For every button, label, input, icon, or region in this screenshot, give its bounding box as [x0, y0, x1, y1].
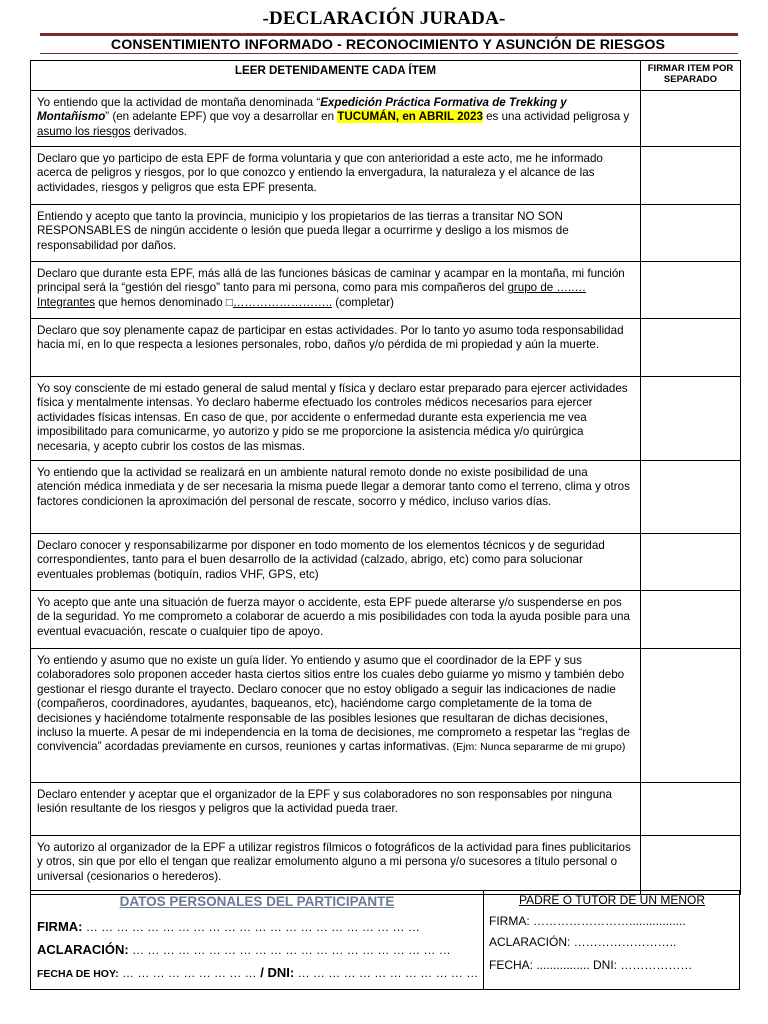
- aclaracion-line[interactable]: [37, 942, 451, 957]
- declaration-text: [31, 591, 641, 649]
- text-segment: y de ser necesaria la misma puede llegar a demorar tanto como el terreno, clima y otros factores condicionen la aproximación del personal de rescate, socorro y médico,: [37, 480, 630, 508]
- declaration-row: [31, 836, 741, 895]
- emphasized-text: debo gestionar el riesgo durante el trayecto: [37, 668, 625, 696]
- text-segment: Yo soy consciente: [37, 382, 134, 395]
- declaration-table: [30, 60, 741, 895]
- personal-data-section: [30, 890, 740, 990]
- text-segment: de ningún accidente o lesión que pueda llegar a ocurrirme y desligo a los mismos de responsabilidad por daños.: [37, 224, 569, 252]
- emphasized-text: incluso varios días: [452, 494, 549, 508]
- emphasized-text: lesiones: [195, 338, 239, 352]
- emphasized-text: Expedición Práctica Formativa de Trekking y Montañismo: [37, 96, 567, 124]
- text-segment: y sus colaboradores no son responsables por ninguna lesión resultante de los riesgos y peligros que la actividad pueda traer.: [37, 788, 612, 816]
- declaration-row: [31, 649, 741, 783]
- emphasized-text: TUCUMÁN, en ABRIL 2023: [337, 110, 483, 124]
- emphasized-text: haciéndome cargo completamente de la toma de decisiones: [37, 697, 592, 725]
- text-segment: correspondientes, tanto para el buen desarrollo de la actividad (calzado, abrigo, etc) como para solucionar eventuales problemas (botiquín, radios VHF, GPS, etc): [37, 553, 583, 581]
- declaration-text: [31, 461, 641, 534]
- emphasized-text: robo: [304, 338, 328, 352]
- text-segment: . Declaro conocer que: [231, 682, 348, 696]
- aclaracion-label: ACLARACIÓN:: [37, 942, 129, 957]
- title-divider: [40, 33, 738, 36]
- declaration-row: [31, 147, 741, 205]
- emphasized-text: pérdida: [387, 338, 427, 352]
- text-segment: hacia mí, en lo que respecta a: [37, 338, 196, 352]
- text-segment: personales,: [238, 338, 305, 352]
- emphasized-text: EPF: [389, 596, 412, 609]
- declaration-row: [31, 91, 741, 147]
- text-segment: ” tanto para mi persona, como para mis compañeros del: [216, 281, 508, 295]
- document-title: -DECLARACIÓN JURADA-: [262, 8, 506, 29]
- emphasized-text: no existe un guía líder: [170, 654, 285, 667]
- firma-line[interactable]: [37, 919, 420, 934]
- table-signature-header: FIRMAR ITEM POR SEPARADO: [641, 61, 741, 91]
- signature-cell[interactable]: [641, 649, 741, 783]
- emphasized-text: daños: [334, 338, 366, 352]
- declaration-row: [31, 534, 741, 591]
- text-segment: de mi propiedad y: [426, 338, 525, 352]
- emphasized-text: debo guiarme yo mismo: [417, 668, 542, 682]
- declaration-row: [31, 377, 741, 461]
- signature-cell[interactable]: [641, 836, 741, 895]
- declaration-text: [31, 319, 641, 377]
- declaration-row: [31, 319, 741, 377]
- text-segment: Declaro que durante esta: [37, 267, 171, 280]
- text-segment: ” (en adelante: [105, 110, 181, 124]
- text-segment: . Por lo tanto yo: [394, 324, 479, 337]
- declaration-text: [31, 649, 641, 783]
- dni-field[interactable]: … … … … … … … … … … … …: [294, 966, 479, 980]
- text-segment: que hemos denominado □: [95, 295, 233, 309]
- text-segment: , más allá de las funciones básicas de caminar y acampar en la montaña, mi función principal será la “: [37, 267, 625, 295]
- text-segment: Declaro conocer y responsabilizarme por: [37, 539, 251, 552]
- signature-cell[interactable]: [641, 91, 741, 147]
- signature-cell[interactable]: [641, 319, 741, 377]
- declaration-text: [31, 783, 641, 836]
- emphasized-text: EPF: [180, 110, 203, 124]
- declaration-text: [31, 836, 641, 895]
- aclaracion-field[interactable]: … … … … … … … … … … … … … … … … … … … … …: [128, 943, 451, 957]
- emphasized-text: gestión del riesgo: [125, 281, 217, 295]
- declaration-row: [31, 205, 741, 262]
- emphasized-text: actividad peligrosa: [524, 110, 621, 124]
- emphasized-text: asumo toda responsabilidad: [478, 324, 624, 337]
- text-segment: y/o: [365, 338, 388, 352]
- emphasized-text: asumo los riesgos: [37, 124, 131, 138]
- document-subtitle: CONSENTIMIENTO INFORMADO - RECONOCIMIENTO Y ASUNCIÓN DE RIESGOS: [110, 37, 666, 53]
- text-segment: Entiendo y acepto que tanto la provincia, municipio y los propietarios de las tierras a transitar: [37, 210, 518, 223]
- declaration-text: [31, 262, 641, 319]
- fecha-field[interactable]: … … … … … … … … …: [118, 966, 257, 980]
- text-segment: Yo entiendo y asumo que: [37, 654, 171, 667]
- emphasized-text: EPF: [170, 267, 192, 280]
- text-segment: Yo autorizo al organizador de la: [37, 841, 203, 854]
- text-segment: . Yo entiendo y asumo que el coordinador de la: [284, 654, 530, 667]
- text-segment: y sus colaboradores solo proponen acceder hasta ciertos sitios entre los cuales: [37, 654, 582, 682]
- text-segment: .: [548, 494, 552, 508]
- guardian-aclaracion-field[interactable]: ACLARACIÓN: ……………………..: [489, 935, 677, 949]
- table-main-header: LEER DETENIDAMENTE CADA ÍTEM: [31, 61, 641, 91]
- text-segment: . Yo declaro haberme efectuado los controles médicos necesarios para ejercer actividades físicas intensas. En caso de que, por accidente o enfermedad durante esta experiencia me vea imposibilitado para comunicarme, yo autorizo y pido se me proporcione la asistencia médica y/o quirúrgica necesaria, y acepto cubrir los costos de las mismas.: [37, 396, 593, 453]
- text-segment: de forma voluntaria y que con anterioridad a este acto, me he informado acerca de peligros y riesgos, por lo que conozco y entiendo la envergadura, la naturaleza y el alcance de las actividades, riesgos y peligros que esta: [37, 152, 603, 194]
- declaration-text: [31, 205, 641, 262]
- signature-cell[interactable]: [641, 461, 741, 534]
- fecha-dni-line[interactable]: [37, 965, 478, 980]
- text-segment: Declaro que yo participo de esta: [37, 152, 207, 165]
- emphasized-text: EPF: [242, 180, 266, 194]
- text-segment: y también: [541, 668, 599, 682]
- table-header-row: [31, 61, 741, 91]
- text-segment: .: [595, 338, 600, 352]
- emphasized-text: soy plenamente capaz de participar en estas actividades: [102, 324, 395, 337]
- text-segment: Yo entiendo que la actividad de montaña denominada “: [37, 96, 321, 109]
- signature-cell[interactable]: [641, 783, 741, 836]
- signature-cell[interactable]: [641, 205, 741, 262]
- dni-label: DNI:: [267, 965, 295, 980]
- signature-cell[interactable]: [641, 147, 741, 205]
- emphasized-text: no existe posibilidad de una atención médica inmediata: [37, 466, 588, 494]
- declaration-row: [31, 591, 741, 649]
- emphasized-text: NO SON RESPONSABLES: [37, 210, 563, 238]
- fecha-label: FECHA DE HOY:: [37, 968, 119, 980]
- text-segment: y: [365, 382, 379, 395]
- emphasized-text: de mi estado general de salud mental y física: [133, 382, 366, 395]
- emphasized-text: disponer en todo momento de los elementos técnicos y de seguridad: [250, 539, 605, 552]
- emphasized-text: EPF: [206, 152, 230, 165]
- participant-data-title: DATOS PERSONALES DEL PARTICIPANTE: [119, 894, 395, 909]
- text-segment: ) que voy a desarrollar en: [202, 110, 338, 124]
- emphasized-text: EPF: [529, 654, 552, 667]
- emphasized-text: no estoy obligado: [347, 682, 439, 696]
- declaration-text: [31, 377, 641, 461]
- declaration-text: [31, 91, 641, 147]
- subtitle-divider: [40, 53, 738, 54]
- text-segment: (completar): [332, 295, 394, 309]
- text-segment: Yo entiendo que la actividad se realizará en un ambiente natural remoto donde: [37, 466, 445, 479]
- emphasized-text: EPF: [202, 841, 226, 854]
- signature-cell[interactable]: [641, 591, 741, 649]
- guardian-fecha-dni-field[interactable]: FECHA: ................ DNI: ………………: [489, 958, 693, 972]
- emphasized-text: aún la muerte: [524, 338, 596, 352]
- emphasized-text: grupo de …..… Integrantes: [37, 281, 587, 309]
- text-segment: presenta.: [265, 180, 317, 194]
- text-segment: puede alterarse y/o suspenderse en pos de la seguridad. Yo me comprometo a colaborar de acuerdo a mis posibilidades con toda la ayuda posible para una eventual evacuación, rescate o cualquier tipo de apoyo.: [37, 596, 630, 638]
- emphasized-text: declaro estar preparado para ejercer actividades física y mentalmente intensas: [37, 382, 628, 410]
- text-segment: Declaro entender y aceptar que el organizador de la: [37, 788, 308, 801]
- emphasized-text: (Ejm: Nunca separarme de mi grupo): [452, 741, 626, 754]
- text-segment: a seguir las indicaciones de nadie (compañeros, coordinadores, ayudantes, baqueanos, etc),: [37, 682, 616, 711]
- slash-separator: /: [256, 965, 268, 980]
- participant-data: [31, 891, 483, 989]
- guardian-title: PADRE O TUTOR DE UN MENOR: [518, 893, 706, 907]
- signature-cell[interactable]: [641, 377, 741, 461]
- emphasized-text: EPF: [307, 788, 331, 801]
- text-segment: Declaro que: [37, 324, 103, 337]
- text-segment: y haciéndome totalmente responsable de las posibles lesiones que resultaran de dichas decisiones, incluso la muerte. A pesar de mi independencia en la toma de decisiones, me comprometo a respetar las “reglas de convivencia” acordadas previamente en cursos, reuniones y cartas informativas.: [37, 711, 630, 754]
- text-segment: Yo acepto que ante una situación de fuerza mayor o accidente, esta: [37, 596, 390, 609]
- signature-cell[interactable]: [641, 262, 741, 319]
- guardian-firma-field[interactable]: FIRMA: …………………….................: [489, 914, 686, 928]
- emphasized-text: ……………………..: [232, 295, 333, 309]
- declaration-row: [31, 461, 741, 534]
- declaration-row: [31, 783, 741, 836]
- declaration-text: [31, 534, 641, 591]
- text-segment: derivados.: [130, 124, 188, 138]
- text-segment: ,: [327, 338, 335, 352]
- text-segment: y: [620, 110, 630, 124]
- signature-cell[interactable]: [641, 534, 741, 591]
- firma-label: FIRMA:: [37, 919, 83, 934]
- text-segment: a utilizar registros fílmicos o fotográficos de la actividad para fines publicitarios y otros, sin que por ello el tengan que realizar emolumento alguno a mi persona y/o sucesores a título personal o universal (cesionarios o herederos).: [37, 841, 631, 883]
- firma-field[interactable]: … … … … … … … … … … … … … … … … … … … … … …: [82, 920, 420, 934]
- declaration-row: [31, 262, 741, 319]
- guardian-data: [483, 891, 740, 989]
- text-segment: es una: [482, 110, 525, 124]
- declaration-text: [31, 147, 641, 205]
